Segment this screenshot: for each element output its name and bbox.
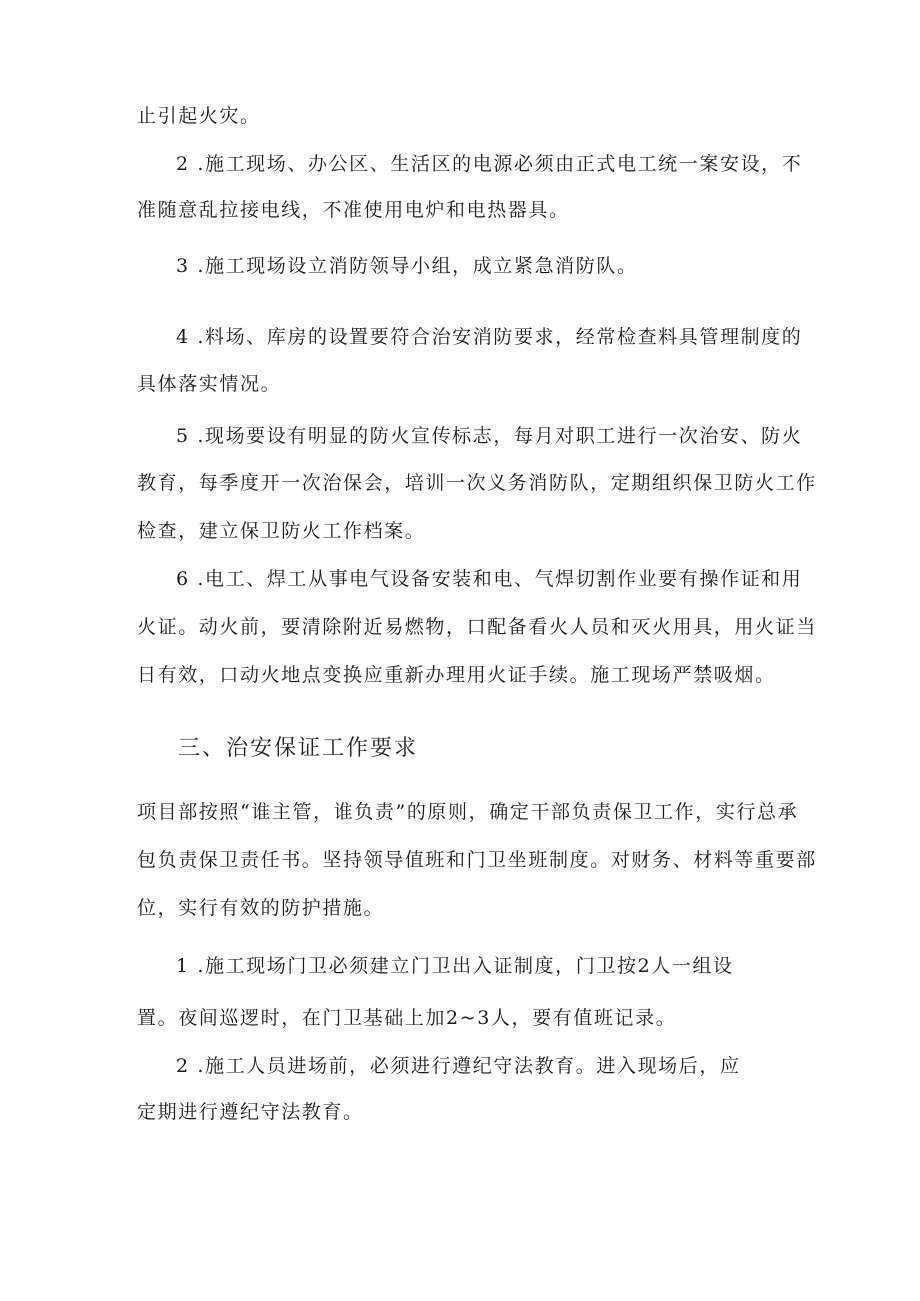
text-line: 3 .施工现场设立消防领导小组，成立紧急消防队。 [176,255,638,277]
text-line: 6 .电工、焊工从事电气设备安装和电、气焊切割作业要有操作证和用 [176,568,803,590]
text-line: 包负责保卫责任书。坚持领导值班和门卫坐班制度。对财务、材料等重要部 [137,849,817,871]
text-line: 置。夜间巡逻时，在门卫基础上加2~3人，要有值班记录。 [137,1007,677,1029]
text-line: 项目部按照“谁主管，谁负责”的原则，确定干部负责保卫工作，实行总承 [137,801,799,823]
section-heading: 三、治安保证工作要求 [178,736,419,761]
text-line: 2 .施工现场、办公区、生活区的电源必须由正式电工统一案安设，不 [176,153,803,175]
text-line: 检查，建立保卫防火工作档案。 [137,520,426,542]
text-line: 火证。动火前，要清除附近易燃物，口配备看火人员和灭火用具，用火证当 [137,616,817,638]
text-line: 位，实行有效的防护措施。 [137,897,385,919]
text-line: 止引起火灾。 [137,105,261,127]
text-line: 5 .现场要设有明显的防火宣传标志，每月对职工进行一次治安、防火 [176,425,803,447]
text-line: 教育，每季度开一次治保会，培训一次义务消防队，定期组织保卫防火工作 [137,472,817,494]
text-line: 定期进行遵纪守法教育。 [137,1101,364,1123]
text-line: 具体落实情况。 [137,373,282,395]
text-line: 日有效，口动火地点变换应重新办理用火证手续。施工现场严禁吸烟。 [137,664,776,686]
text-line: 4 .料场、库房的设置要符合治安消防要求，经常检查料具管理制度的 [176,326,803,348]
text-line: 准随意乱拉接电线，不准使用电炉和电热器具。 [137,199,570,221]
text-line: 1 .施工现场门卫必须建立门卫出入证制度，门卫按2人一组设 [176,955,734,977]
text-line: 2 .施工人员进场前，必须进行遵纪守法教育。进入现场后，应 [176,1055,741,1077]
